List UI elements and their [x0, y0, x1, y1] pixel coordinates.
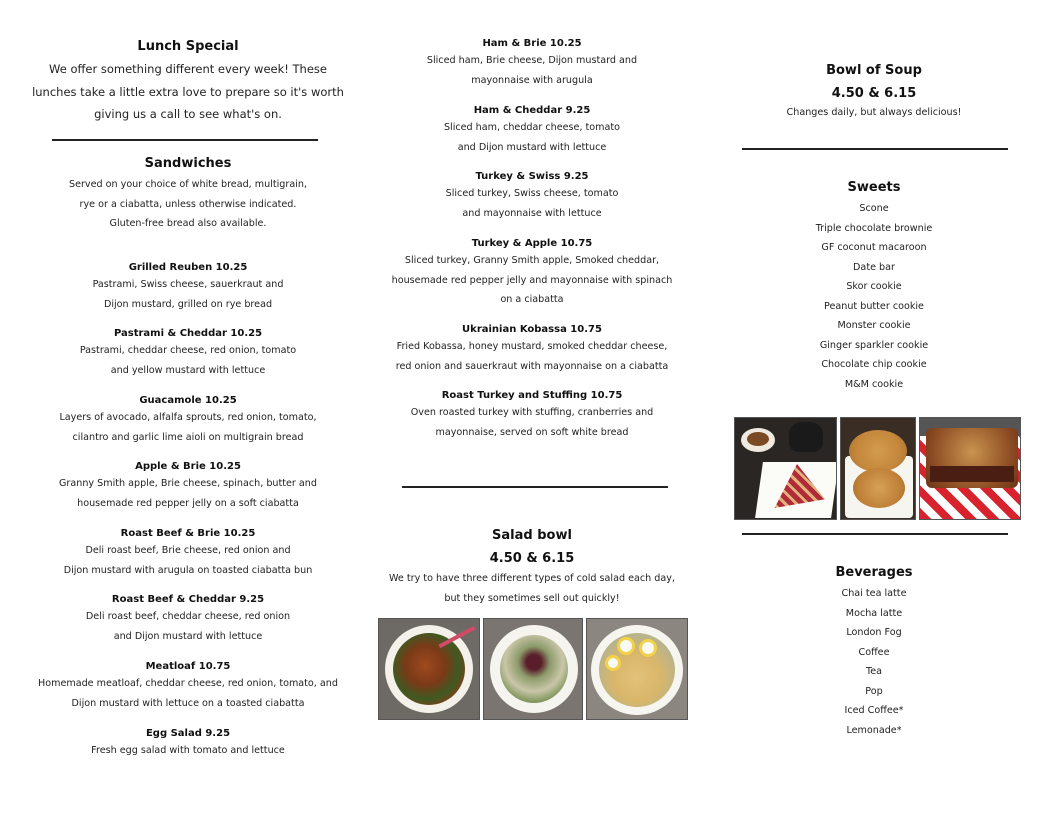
- list-item: M&M cookie: [844, 378, 904, 390]
- sandwich-item: Egg Salad 9.25 Fresh egg salad with tomato and lettuce: [28, 728, 348, 761]
- sandwich-name: Apple & Brie 10.25: [135, 461, 241, 472]
- sandwiches-section: [28, 156, 348, 234]
- list-item: Tea: [865, 666, 882, 677]
- salad-bowl-section: [372, 528, 692, 608]
- list-item: Mocha latte: [845, 607, 903, 619]
- list-item: Triple chocolate brownie: [815, 222, 933, 234]
- soup-price: 4.50 & 6.15: [831, 86, 917, 101]
- sandwich-name: Guacamole 10.25: [139, 395, 237, 406]
- lunch-special-description: We offer something different every week! These lunches take a little extra love to prepare so it's worth giving us a call to see what's on.: [32, 62, 344, 121]
- sandwich-name: Roast Beef & Cheddar 9.25: [111, 594, 265, 605]
- sandwich-name: Turkey & Apple 10.75: [471, 238, 593, 249]
- list-item: Monster cookie: [837, 320, 911, 331]
- sandwich-name: Egg Salad 9.25: [145, 728, 231, 739]
- sweets-photo-row: [734, 417, 1021, 520]
- sandwich-name: Meatloaf 10.75: [145, 661, 231, 672]
- list-item: Scone: [859, 203, 889, 214]
- soup-title: Bowl of Soup: [826, 63, 922, 78]
- salad-photo-row: [378, 618, 688, 720]
- sandwiches-intro: Served on your choice of white bread, multigrain, rye or a ciabatta, unless otherwise indicated. Gluten-free bread also available.: [68, 179, 308, 229]
- quinoa-salad-photo: [483, 618, 583, 720]
- sandwich-name: Roast Beef & Brie 10.25: [120, 528, 256, 539]
- section-divider: [742, 533, 1008, 535]
- sandwich-item: Guacamole 10.25 Layers of avocado, alfalfa sprouts, red onion, tomato, cilantro and garlic lime aioli on multigrain bread: [28, 395, 348, 447]
- sweets-title: Sweets: [847, 180, 901, 195]
- list-item: Lemonade*: [846, 724, 902, 736]
- sweets-section: [718, 180, 1030, 394]
- sandwich-item: Ham & Cheddar 9.25 Sliced ham, cheddar cheese, tomato and Dijon mustard with lettuce: [372, 105, 692, 157]
- sandwich-name: Turkey & Swiss 9.25: [475, 171, 589, 182]
- sandwich-item: Meatloaf 10.75 Homemade meatloaf, cheddar cheese, red onion, tomato, and Dijon mustard with lettuce on a toasted ciabatta: [28, 661, 348, 713]
- list-item: London Fog: [846, 627, 902, 638]
- list-item: Peanut butter cookie: [824, 300, 924, 312]
- salad-bowl-price: 4.50 & 6.15: [489, 551, 575, 566]
- list-item: Ginger sparkler cookie: [819, 339, 929, 351]
- salad-bowl-description: We try to have three different types of cold salad each day, but they sometimes sell out quickly!: [389, 573, 675, 604]
- list-item: Chocolate chip cookie: [821, 359, 927, 370]
- sandwich-item: Turkey & Apple 10.75 Sliced turkey, Granny Smith apple, Smoked cheddar, housemade red pepper jelly and mayonnaise with spinach on a ciabatta: [372, 238, 692, 310]
- salad-bowl-title: Salad bowl: [492, 528, 572, 543]
- sandwich-name: Pastrami & Cheddar 10.25: [113, 328, 263, 339]
- sandwich-item: Apple & Brie 10.25 Granny Smith apple, Brie cheese, spinach, butter and housemade red pepper jelly on a soft ciabatta: [28, 461, 348, 513]
- sandwich-item: Roast Beef & Brie 10.25 Deli roast beef, Brie cheese, red onion and Dijon mustard with arugula on toasted ciabatta bun: [28, 528, 348, 580]
- sandwich-item: Grilled Reuben 10.25 Pastrami, Swiss cheese, sauerkraut and Dijon mustard, grilled on rye bread: [28, 262, 348, 314]
- sandwich-item: Pastrami & Cheddar 10.25 Pastrami, cheddar cheese, red onion, tomato and yellow mustard with lettuce: [28, 328, 348, 380]
- section-divider: [52, 139, 318, 141]
- sandwich-item: Turkey & Swiss 9.25 Sliced turkey, Swiss cheese, tomato and mayonnaise with lettuce: [372, 171, 692, 223]
- beverages-section: [718, 565, 1030, 740]
- sandwich-item: Ukrainian Kobassa 10.75 Fried Kobassa, honey mustard, smoked cheddar cheese, red onion and sauerkraut with mayonnaise on a ciabatta: [372, 324, 692, 376]
- sandwich-item: Ham & Brie 10.25 Sliced ham, Brie cheese, Dijon mustard and mayonnaise with arugula: [372, 38, 692, 90]
- list-item: Date bar: [853, 261, 895, 273]
- egg-salad-photo: [586, 618, 688, 720]
- sandwich-name: Grilled Reuben 10.25: [128, 262, 248, 273]
- sandwich-name: Ham & Cheddar 9.25: [473, 105, 591, 116]
- soup-section: [718, 63, 1030, 123]
- section-divider: [402, 486, 668, 488]
- cookies-photo: [840, 417, 916, 520]
- section-divider: [742, 148, 1008, 150]
- lunch-special-title: Lunch Special: [137, 39, 239, 54]
- sandwich-name: Roast Turkey and Stuffing 10.75: [441, 390, 623, 401]
- list-item: Chai tea latte: [841, 588, 907, 599]
- beverages-list: [718, 584, 1030, 740]
- list-item: Skor cookie: [846, 281, 902, 292]
- sandwich-item: Roast Turkey and Stuffing 10.75 Oven roasted turkey with stuffing, cranberries and mayonnaise, served on soft white bread: [372, 390, 692, 442]
- sandwiches-title: Sandwiches: [144, 156, 232, 171]
- soup-note: Changes daily, but always delicious!: [786, 107, 962, 118]
- sweets-list: [718, 199, 1030, 394]
- sandwich-item: Roast Beef & Cheddar 9.25 Deli roast beef, cheddar cheese, red onion and Dijon mustard with lettuce: [28, 594, 348, 646]
- list-item: GF coconut macaroon: [821, 242, 927, 253]
- list-item: Pop: [865, 685, 883, 697]
- pie-and-tea-photo: [734, 417, 837, 520]
- list-item: Iced Coffee*: [844, 705, 904, 716]
- list-item: Coffee: [858, 646, 890, 658]
- noodle-salad-photo: [378, 618, 480, 720]
- sandwich-name: Ham & Brie 10.25: [482, 38, 582, 49]
- sandwich-name: Ukrainian Kobassa 10.75: [462, 324, 602, 335]
- beverages-title: Beverages: [835, 565, 913, 580]
- lunch-special-section: [28, 39, 348, 126]
- date-bar-photo: [919, 417, 1021, 520]
